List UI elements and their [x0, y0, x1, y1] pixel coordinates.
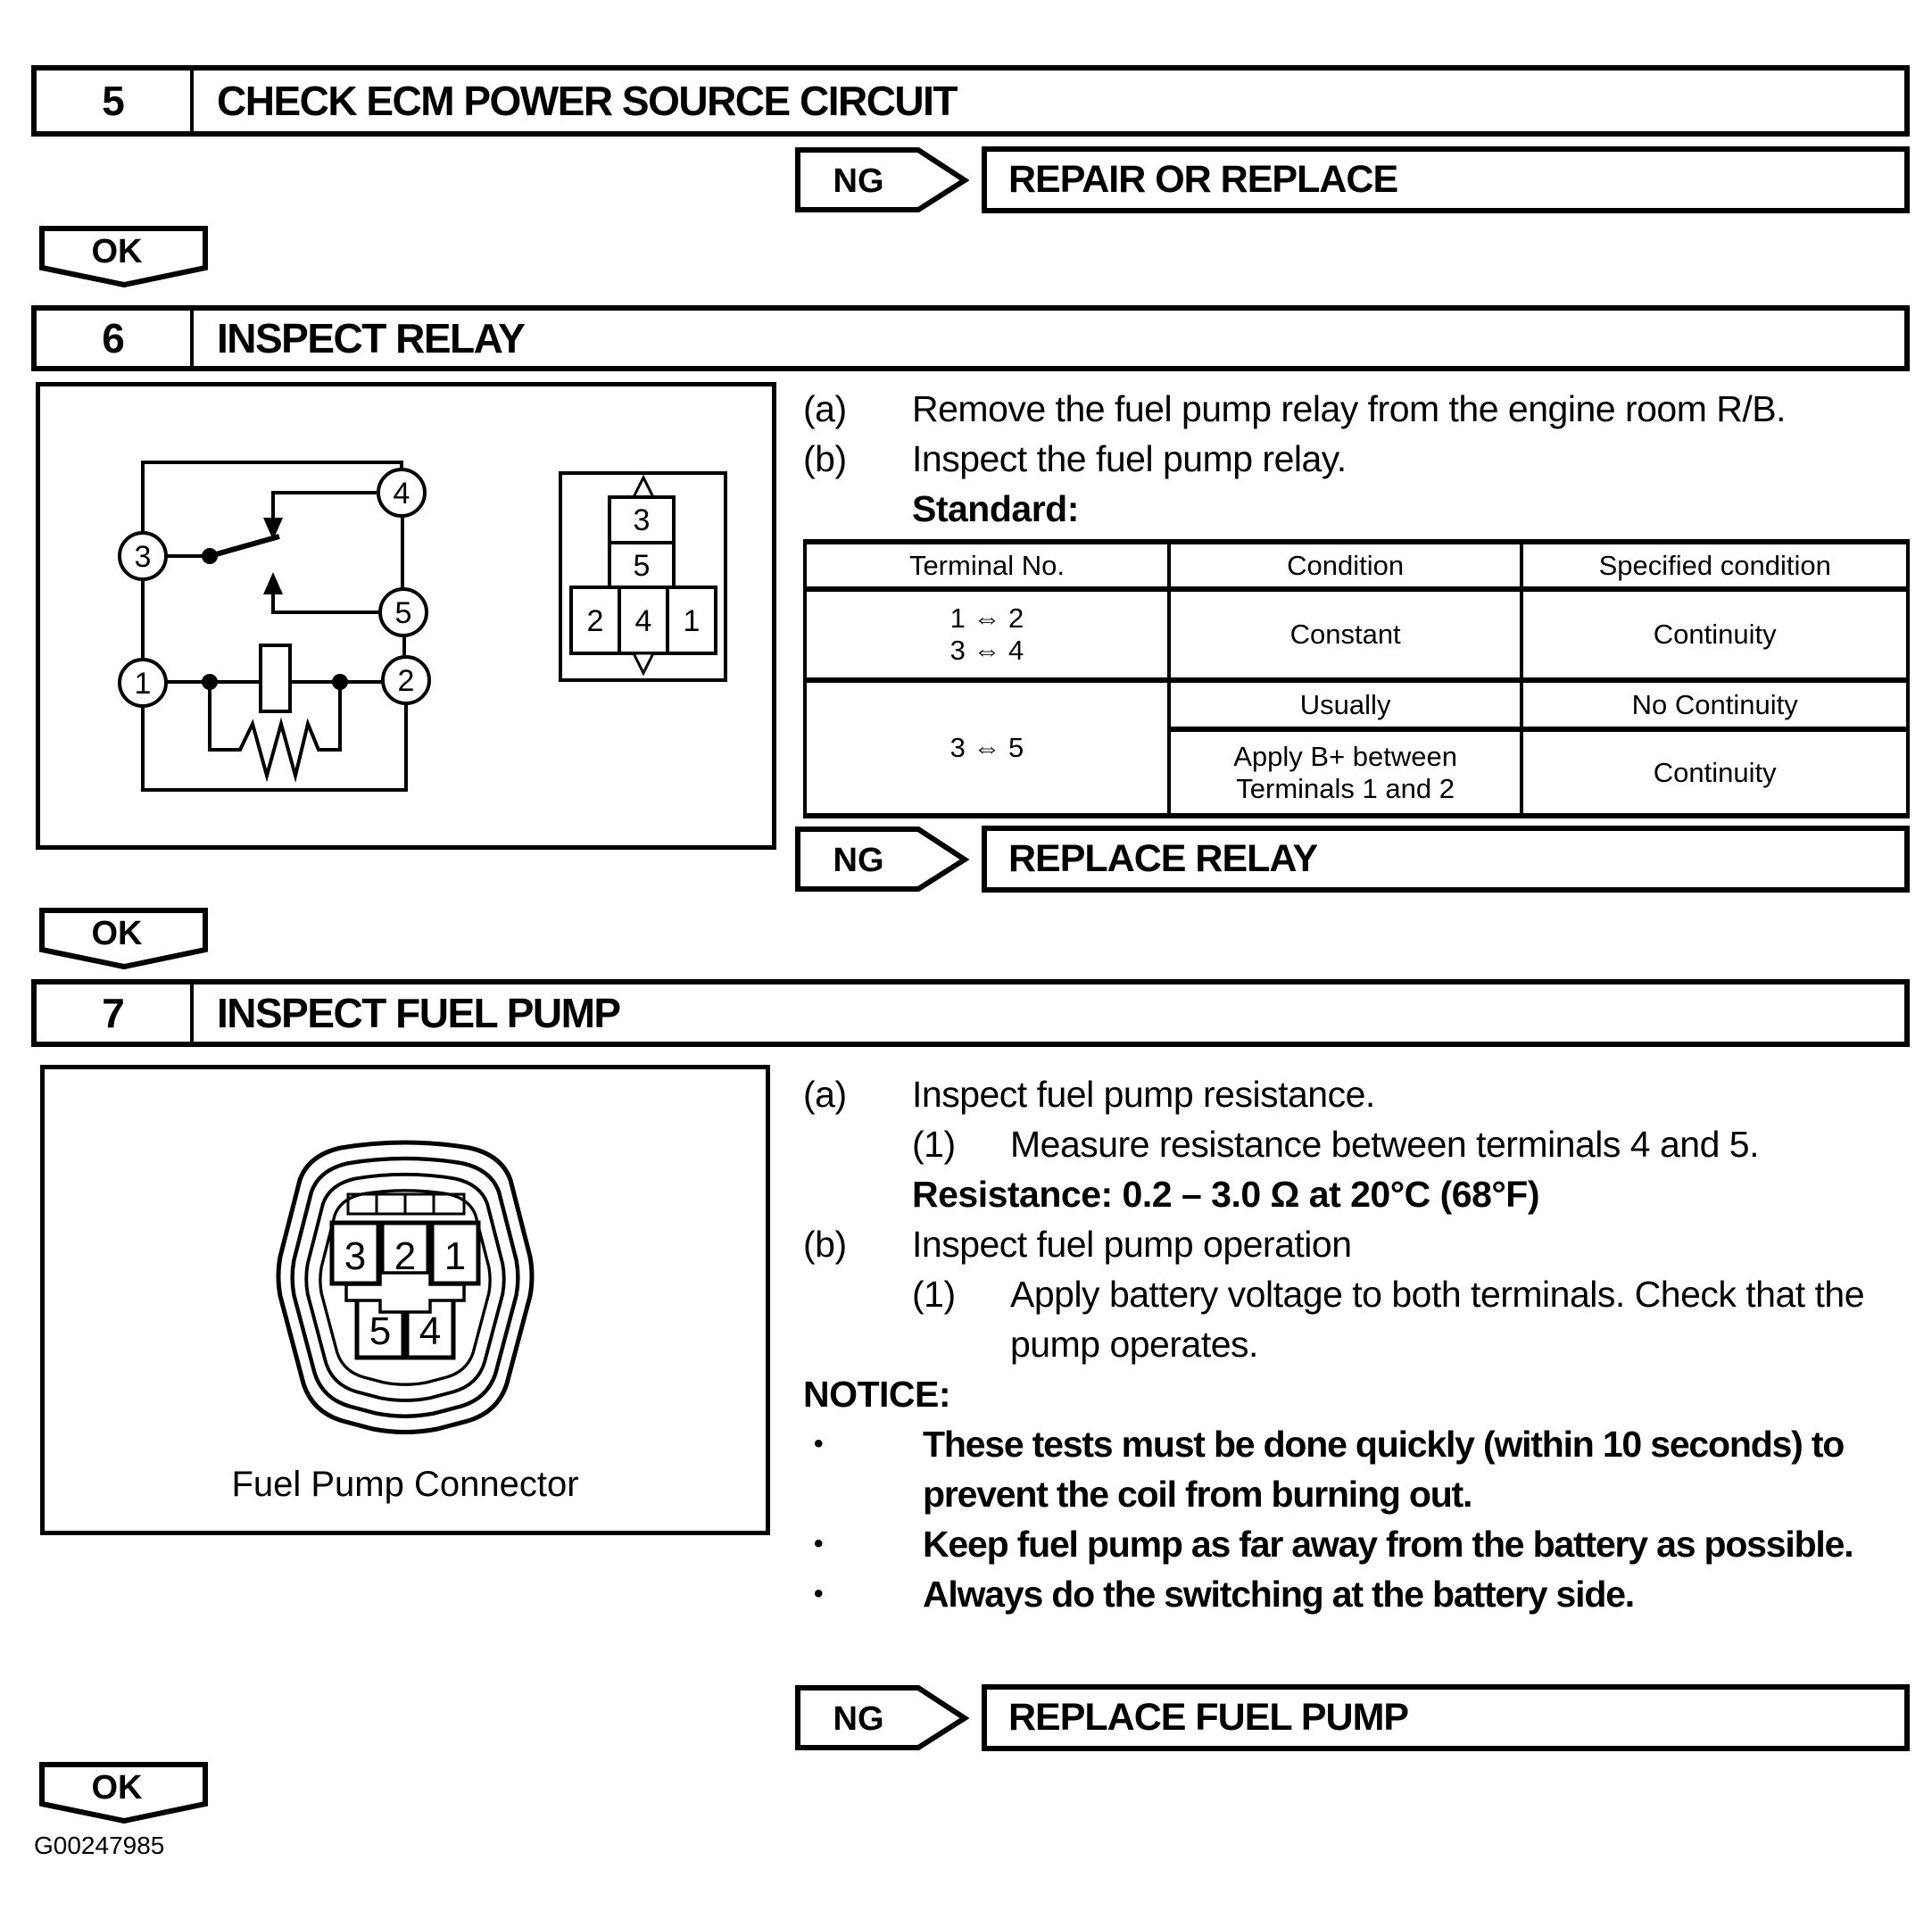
step6-ng-action: REPLACE RELAY [982, 826, 1910, 893]
terminal-3-label: 3 [134, 540, 152, 574]
contact-arrow-up [263, 572, 283, 594]
step7-title: INSPECT FUEL PUMP [217, 990, 620, 1036]
terminal-5-label: 5 [394, 596, 412, 630]
bullet-icon: • [814, 1529, 824, 1558]
connector-pin-label: 5 [369, 1309, 392, 1353]
notice-text: These tests must be done quickly (within 10 seconds) to prevent the coil from burning out. [923, 1424, 1845, 1515]
junction-dot [202, 674, 218, 690]
instruction-subline [803, 1269, 1910, 1369]
switch-arm [210, 536, 279, 556]
connector-key-tabs [348, 1194, 464, 1214]
instruction-text: Apply battery voltage to both terminals. Check that the pump operates. [1010, 1274, 1865, 1365]
junction-dot [332, 674, 348, 690]
fuel-pump-connector-diagram [45, 1069, 766, 1531]
instruction-label: (b) [803, 438, 847, 479]
instruction-line [803, 434, 1910, 484]
cell-terminal: 3 ⇔ 5 [805, 680, 1169, 816]
ng-label: NG [833, 162, 884, 200]
table-row [805, 680, 1908, 729]
notice-bullet [803, 1569, 1910, 1619]
connector-pin-label: 4 [419, 1309, 442, 1353]
step5-title: CHECK ECM POWER SOURCE CIRCUIT [217, 78, 958, 124]
step5-ng-row [794, 146, 1910, 213]
table-header-condition: Condition [1169, 542, 1522, 589]
step6-ng-row [794, 826, 1910, 893]
step5-number: 5 [37, 71, 194, 131]
instruction-line [803, 1069, 1910, 1119]
notice-heading: NOTICE: [803, 1374, 951, 1415]
ok-arrow-banner [38, 1761, 210, 1825]
pin-box-bottom-label: 4 [634, 604, 652, 638]
ng-label: NG [833, 842, 884, 879]
standard-heading-line [803, 484, 1910, 534]
relay-spec-table [803, 539, 1910, 818]
bullet-icon: • [814, 1429, 824, 1458]
step5-ng-action: REPAIR OR REPLACE [982, 146, 1910, 213]
terminal-1-label: 1 [134, 667, 152, 701]
condition-line: Terminals 1 and 2 [1236, 772, 1455, 804]
step7-ng-row [794, 1684, 1910, 1751]
figure-caption: Fuel Pump Connector [231, 1465, 579, 1504]
contact-arrow-down [263, 518, 283, 540]
relay-circuit-diagram [40, 386, 772, 845]
connector-pin-label: 2 [394, 1234, 417, 1278]
relay-circuit-figure [36, 382, 776, 850]
notice-bullet [803, 1419, 1910, 1519]
connector-pin-label: 1 [444, 1234, 467, 1278]
step7-header [31, 979, 1910, 1047]
switch-pivot-dot [202, 548, 218, 564]
instruction-text: Inspect the fuel pump relay. [912, 438, 1347, 479]
step6-instructions [803, 384, 1910, 534]
table-row [805, 589, 1908, 680]
ng-label: NG [833, 1700, 884, 1738]
terminal-pair: 1 ⇔ 2 [949, 602, 1024, 634]
instruction-line [803, 1219, 1910, 1269]
bullet-icon: • [814, 1579, 824, 1608]
ok-label: OK [91, 915, 143, 952]
condition-line: Apply B+ between [1233, 740, 1458, 772]
cell-condition [1169, 729, 1522, 816]
cell-specified: Continuity [1522, 589, 1908, 680]
ng-arrow-flag [794, 826, 969, 893]
ok-label: OK [91, 233, 143, 270]
pin-box-bottom-label: 1 [683, 604, 701, 638]
notice-text: Keep fuel pump as far away from the battery as possible. [923, 1524, 1853, 1565]
instruction-label: (b) [803, 1224, 847, 1265]
pin-box-middle-label: 5 [633, 549, 651, 583]
instruction-text: Remove the fuel pump relay from the engine room R/B. [912, 388, 1786, 429]
instruction-text: Inspect fuel pump operation [912, 1224, 1352, 1265]
step7-number: 7 [37, 984, 194, 1042]
fuel-pump-connector-figure [40, 1065, 770, 1535]
notice-text: Always do the switching at the battery side. [923, 1574, 1634, 1615]
ok-arrow-banner [38, 225, 210, 289]
step5-header [31, 65, 1910, 137]
resistance-spec-line [803, 1169, 1910, 1219]
cell-specified: Continuity [1522, 729, 1908, 816]
cell-condition: Constant [1169, 589, 1522, 680]
ng-arrow-flag [794, 146, 969, 213]
instruction-sublabel: (1) [912, 1124, 956, 1165]
notice-bullet [803, 1519, 1910, 1569]
wire-4-contact [273, 493, 378, 519]
connector-pin-label: 3 [344, 1234, 367, 1278]
step6-number: 6 [37, 311, 194, 366]
instruction-text: Inspect fuel pump resistance. [912, 1074, 1375, 1115]
cell-condition: Usually [1169, 680, 1522, 729]
instruction-label: (a) [803, 1074, 847, 1115]
step6-title: INSPECT RELAY [217, 315, 525, 361]
cell-terminal [805, 589, 1169, 680]
instruction-text: Measure resistance between terminals 4 and 5. [1010, 1124, 1759, 1165]
instruction-subline [803, 1119, 1910, 1169]
step6-header [31, 305, 1910, 371]
instruction-label: (a) [803, 388, 847, 429]
ok-arrow-banner [38, 907, 210, 971]
terminal-2-label: 2 [397, 664, 415, 698]
pin-box-top-label: 3 [633, 503, 651, 537]
figure-id-code: G00247985 [34, 1832, 165, 1859]
terminal-4-label: 4 [393, 477, 410, 511]
wire-5-contact [273, 593, 380, 612]
relay-coil [261, 645, 290, 711]
ng-arrow-flag [794, 1684, 969, 1751]
terminal-pair: 3 ⇔ 4 [949, 635, 1024, 666]
table-header-specified: Specified condition [1522, 542, 1908, 589]
step7-ng-action: REPLACE FUEL PUMP [982, 1684, 1910, 1751]
resistance-spec: Resistance: 0.2 – 3.0 Ω at 20°C (68°F) [912, 1174, 1539, 1215]
ok-label: OK [91, 1769, 143, 1807]
standard-heading: Standard: [912, 488, 1079, 529]
step7-instructions [803, 1069, 1910, 1619]
instruction-line [803, 384, 1910, 434]
cell-specified: No Continuity [1522, 680, 1908, 729]
table-header-terminal: Terminal No. [805, 542, 1169, 589]
pin-box-bottom-label: 2 [586, 604, 604, 638]
instruction-sublabel: (1) [912, 1274, 956, 1315]
